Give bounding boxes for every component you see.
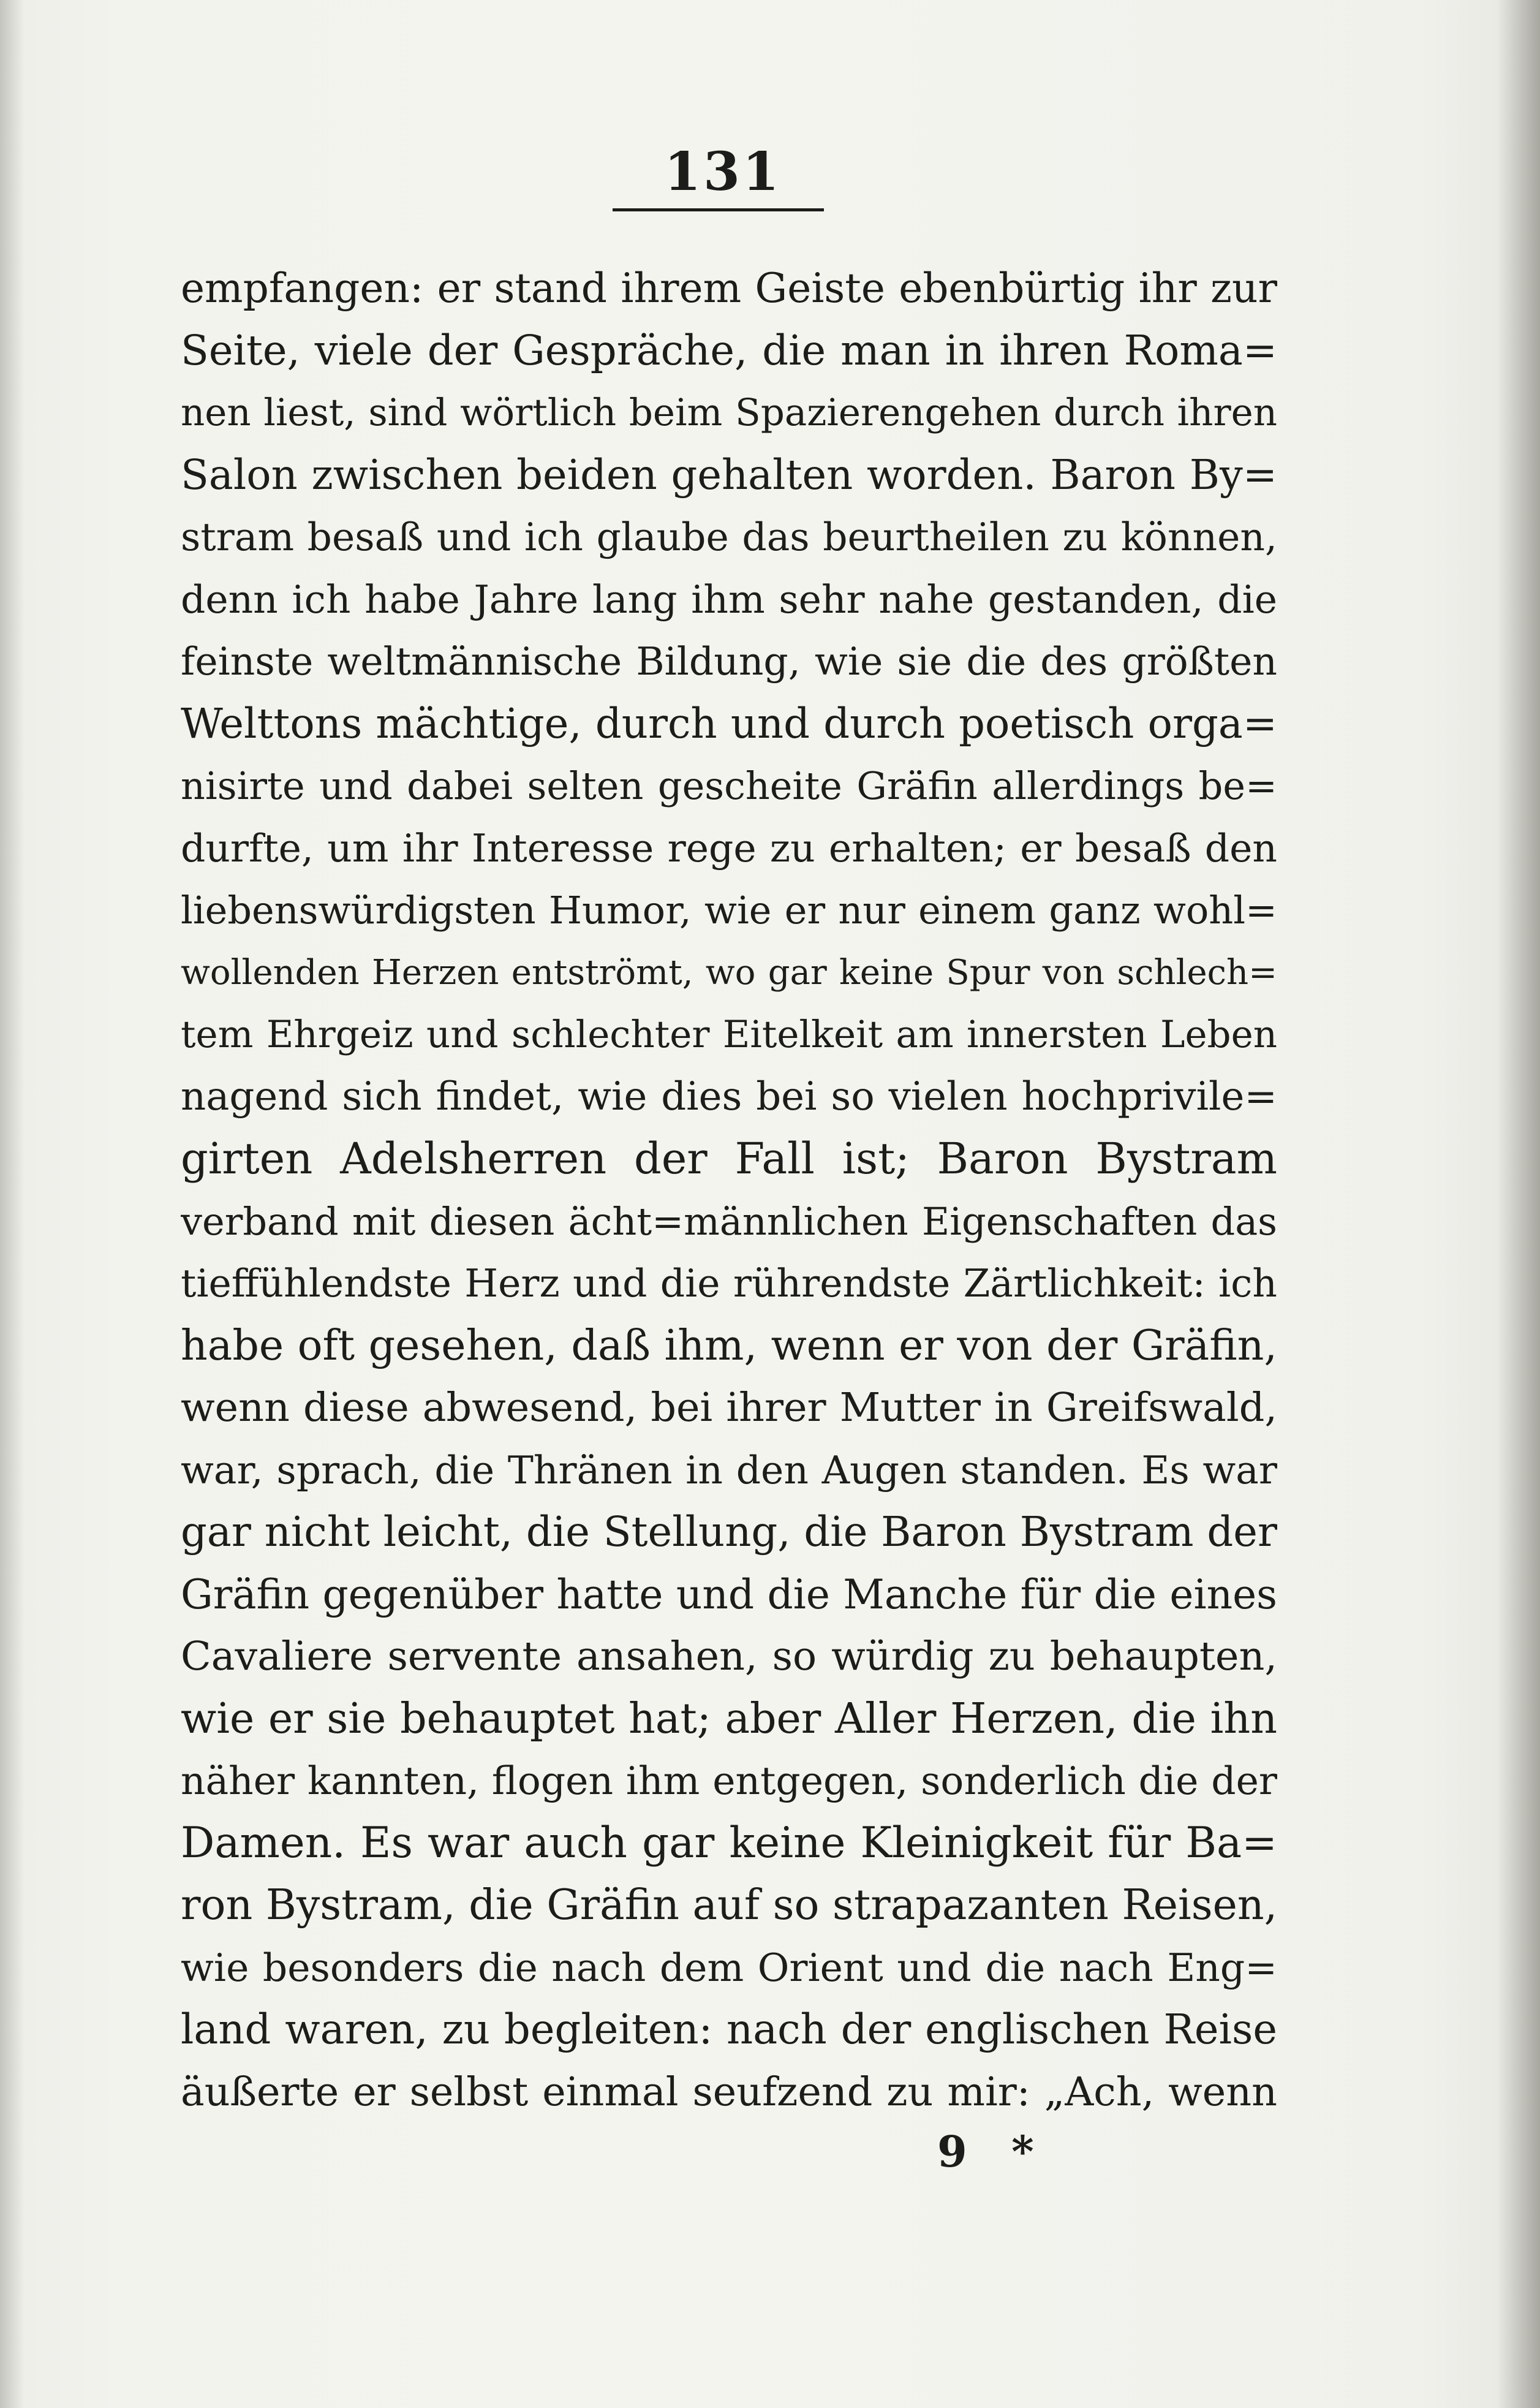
page-number: 131 [664, 141, 782, 203]
text-line: Damen. Es war auch gar keine Kleinigkeit für Ba= [181, 1818, 1277, 1868]
page-edge-shadow-left [0, 0, 25, 2408]
text-line: wenn diese abwesend, bei ihrer Mutter in Greifswald, [181, 1385, 1277, 1431]
text-line: Welttons mächtige, durch und durch poetisch orga= [181, 699, 1277, 748]
text-line: empfangen: er stand ihrem Geiste ebenbürtig ihr zur [181, 265, 1277, 312]
text-line: denn ich habe Jahre lang ihm sehr nahe gestanden, die [181, 577, 1277, 622]
text-line: feinste weltmännische Bildung, wie sie die des größten [181, 639, 1277, 684]
text-line: durfte, um ihr Interesse rege zu erhalten; er besaß den [181, 825, 1277, 871]
text-line: Seite, viele der Gespräche, die man in ihren Roma= [181, 326, 1277, 374]
text-line: nagend sich findet, wie dies bei so vielen hochprivile= [181, 1073, 1277, 1119]
text-line: habe oft gesehen, daß ihm, wenn er von der Gräfin, [181, 1321, 1277, 1370]
page-edge-shadow-right [1497, 0, 1540, 2408]
text-line: girten Adelsherren der Fall ist; Baron Bystram [181, 1134, 1277, 1184]
text-line: Gräfin gegenüber hatte und die Manche für die eines [181, 1570, 1277, 1618]
text-line: gar nicht leicht, die Stellung, die Baron Bystram der [181, 1508, 1277, 1556]
text-line: tieffühlendste Herz und die rührendste Zärtlichkeit: ich [181, 1261, 1277, 1306]
text-line: näher kannten, flogen ihm entgegen, sonderlich die der [181, 1759, 1277, 1803]
text-line: verband mit diesen ächt=männlichen Eigenschaften das [181, 1198, 1277, 1244]
text-line: wie er sie behauptet hat; aber Aller Herzen, die ihn [181, 1694, 1277, 1743]
printer-signature-mark: 9 * [937, 2126, 1049, 2177]
text-line: tem Ehrgeiz und schlechter Eitelkeit am innersten Leben [181, 1013, 1277, 1056]
body-text [181, 257, 1277, 2123]
text-line: liebenswürdigsten Humor, wie er nur einem ganz wohl= [181, 888, 1277, 933]
text-line: ron Bystram, die Gräfin auf so strapazanten Reisen, [181, 1881, 1277, 1929]
text-line: äußerte er selbst einmal seufzend zu mir: „Ach, wenn [181, 2069, 1277, 2115]
header-rule [613, 208, 824, 211]
text-line: nen liest, sind wörtlich beim Spazierengehen durch ihren [181, 391, 1277, 434]
text-line: stram besaß und ich glaube das beurtheilen zu können, [181, 515, 1277, 559]
text-line: nisirte und dabei selten gescheite Gräfin allerdings be= [181, 763, 1277, 808]
text-line: wie besonders die nach dem Orient und die nach Eng= [181, 1945, 1277, 1990]
text-line: land waren, zu begleiten: nach der englischen Reise [181, 2005, 1277, 2053]
text-line: Cavaliere servente ansahen, so würdig zu behaupten, [181, 1634, 1277, 1679]
text-line: wollenden Herzen entströmt, wo gar keine Spur von schlech= [181, 952, 1277, 993]
text-line: war, sprach, die Thränen in den Augen standen. Es war [181, 1447, 1277, 1493]
text-line: Salon zwischen beiden gehalten worden. Baron By= [181, 450, 1277, 499]
